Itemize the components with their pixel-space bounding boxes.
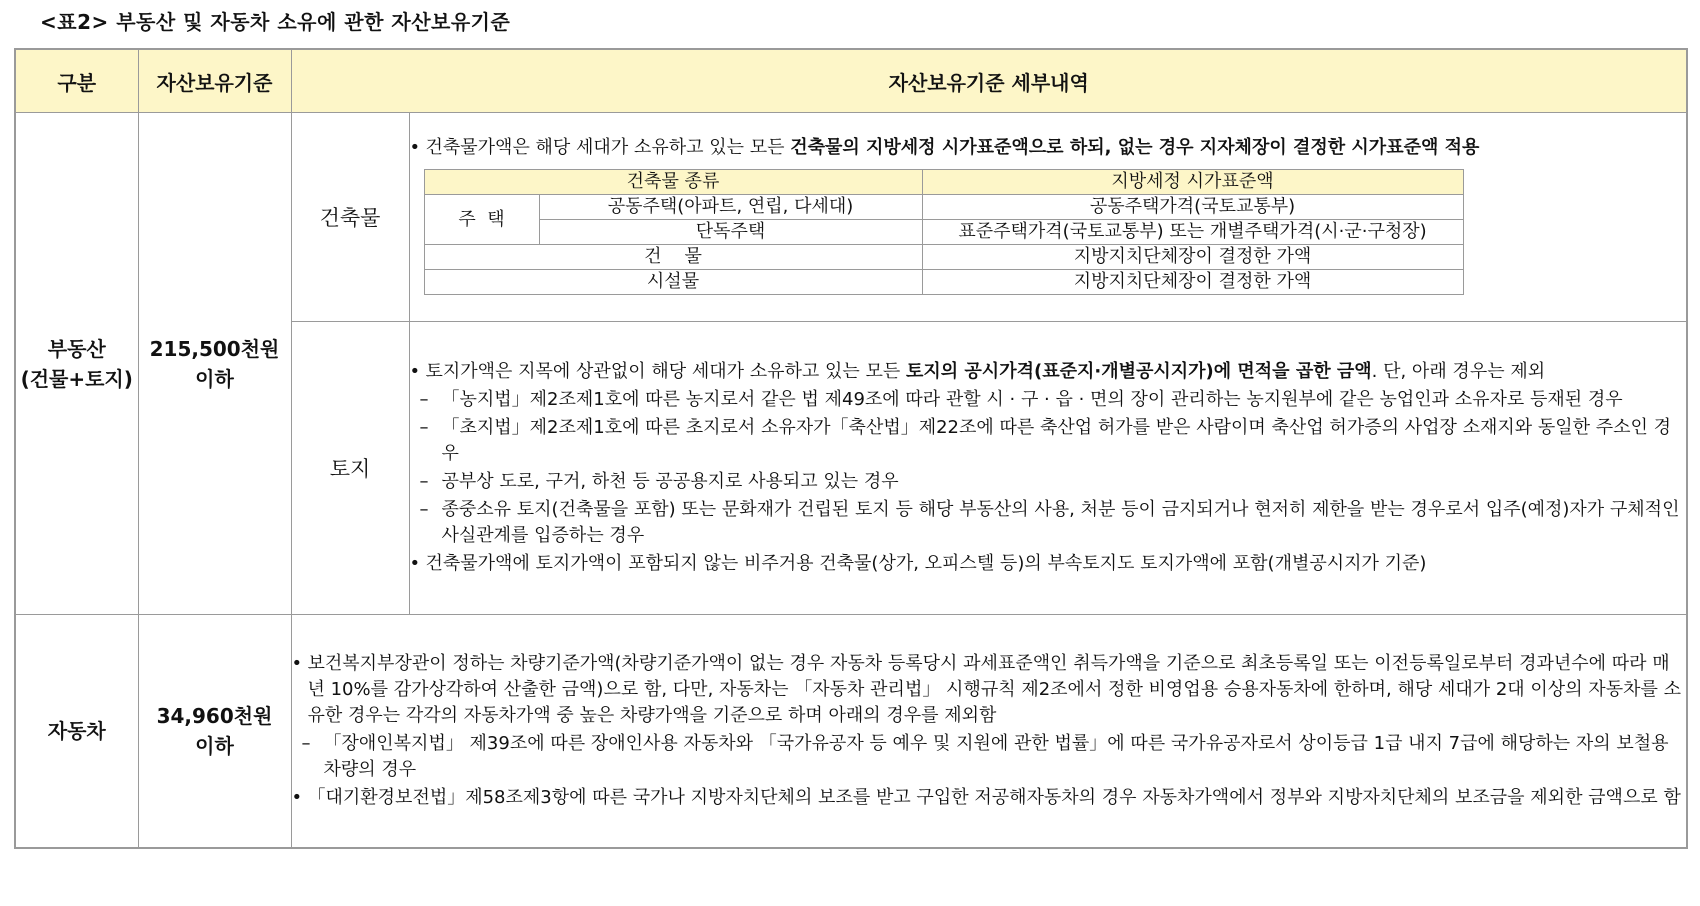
table-caption: <표2> 부동산 및 자동차 소유에 관한 자산보유기준: [40, 10, 511, 34]
car-amount: [138, 615, 291, 849]
building-bullet-text: 건축물가액은 해당 세대가 소유하고 있는 모든: [425, 137, 791, 158]
realestate-building-row: [15, 113, 1687, 322]
building-cell: 건 물: [424, 245, 922, 270]
facility-cell: 시설물: [424, 270, 922, 295]
asset-criteria-table: [14, 48, 1688, 849]
building-detail: [409, 113, 1687, 322]
building-bullet-bold: 건축물의 지방세정 시가표준액으로 하되, 없는 경우 지자체장이 결정한 시가표준액 적용: [790, 137, 1480, 158]
realestate-label: 부동산: [47, 336, 106, 361]
land-exception-3: – 공부상 도로, 구거, 하천 등 공공용지로 사용되고 있는 경우: [410, 469, 1687, 495]
building-bullet: [410, 135, 1687, 161]
car-amount-suffix: 이하: [195, 734, 234, 758]
building-label: 건축물: [291, 113, 409, 322]
header-row: [15, 49, 1687, 113]
apartment-cell: 공동주택(아파트, 연립, 다세대): [539, 195, 922, 220]
standard-price-header: 지방세정 시가표준액: [922, 170, 1463, 195]
realestate-sublabel: (건물+토지): [20, 366, 133, 391]
car-exception-1: – 「장애인복지법」 제39조에 따른 장애인사용 자동차와 「국가유공자 등 예우 및 지원에 관한 법률」에 따른 국가유공자로서 상이등급 1급 내지 7급에 해당하는 자의 보철용 차량의 경우: [292, 731, 1687, 783]
building-type-header: 건축물 종류: [424, 170, 922, 195]
facility-price-cell: 지방지치단체장이 결정한 가액: [922, 270, 1463, 295]
apartment-price-cell: 공동주택가격(국토교통부): [922, 195, 1463, 220]
building-price-table: [424, 169, 1464, 295]
car-bullet-1: • 보건복지부장관이 정하는 차량기준가액(차량기준가액이 없는 경우 자동차 등록당시 과세표준액인 취득가액을 기준으로 최초등록일 또는 이전등록일로부터 경과년수에 따라 매년 10%를 감가상각하여 산출한 금액)으로 함, 다만, 자동차는 「자동차 관리법」 시행규칙 제2조에서 정한 비영업용 승용자동차에 한하며, 해당 세대가 2대 이상의 자동차를 소유한 경우는 각각의 자동차가액 중 높은 차량가액을 기준으로 하며 아래의 경우를 제외함: [292, 651, 1687, 729]
car-bullet-2: • 「대기환경보전법」제58조제3항에 따른 국가나 지방자치단체의 보조를 받고 구입한 저공해자동차의 경우 자동차가액에서 정부와 지방자치단체의 보조금을 제외한 금액으로 함: [292, 785, 1687, 811]
land-bullet-1: [410, 359, 1687, 385]
header-asset-criteria: 자산보유기준: [138, 49, 291, 113]
land-bullet-1-text: 토지가액은 지목에 상관없이 해당 세대가 소유하고 있는 모든: [425, 361, 906, 382]
land-bullet-2: • 건축물가액에 토지가액이 포함되지 않는 비주거용 건축물(상가, 오피스텔 등)의 부속토지도 토지가액에 포함(개별공시지가 기준): [410, 551, 1687, 577]
land-bullet-1-bold: 토지의 공시가격(표준지·개별공시지가)에 면적을 곱한 금액: [905, 361, 1372, 382]
car-row: [15, 615, 1687, 849]
land-bullet-1-tail: . 단, 아래 경우는 제외: [1371, 361, 1546, 382]
realestate-category: [15, 113, 138, 615]
header-category: 구분: [15, 49, 138, 113]
header-detail: 자산보유기준 세부내역: [291, 49, 1687, 113]
land-exception-2: – 「초지법」제2조제1호에 따른 초지로서 소유자가「축산법」제22조에 따른 축산업 허가를 받은 사람이며 축산업 허가증의 사업장 소재지와 동일한 주소인 경우: [410, 415, 1687, 467]
detached-house-cell: 단독주택: [539, 220, 922, 245]
land-exception-4: – 종중소유 토지(건축물을 포함) 또는 문화재가 건립된 토지 등 해당 부동산의 사용, 처분 등이 금지되거나 현저히 제한을 받는 경우로서 입주(예정)자가 구체적인 사실관계를 입증하는 경우: [410, 497, 1687, 549]
land-detail: [409, 322, 1687, 615]
land-label: 토지: [291, 322, 409, 615]
house-cell: 주 택: [424, 195, 539, 245]
car-category: 자동차: [15, 615, 138, 849]
realestate-amount: [138, 113, 291, 615]
realestate-amount-value: 215,500천원: [149, 336, 280, 361]
car-detail: [291, 615, 1687, 849]
car-amount-value: 34,960천원: [156, 704, 273, 728]
realestate-amount-suffix: 이하: [195, 366, 234, 391]
detached-house-price-cell: 표준주택가격(국토교통부) 또는 개별주택가격(시·군·구청장): [922, 220, 1463, 245]
building-price-cell: 지방지치단체장이 결정한 가액: [922, 245, 1463, 270]
land-exception-1: – 「농지법」제2조제1호에 따른 농지로서 같은 법 제49조에 따라 관할 시 · 구 · 읍 · 면의 장이 관리하는 농지원부에 같은 농업인과 소유자로 등재된 경우: [410, 387, 1687, 413]
